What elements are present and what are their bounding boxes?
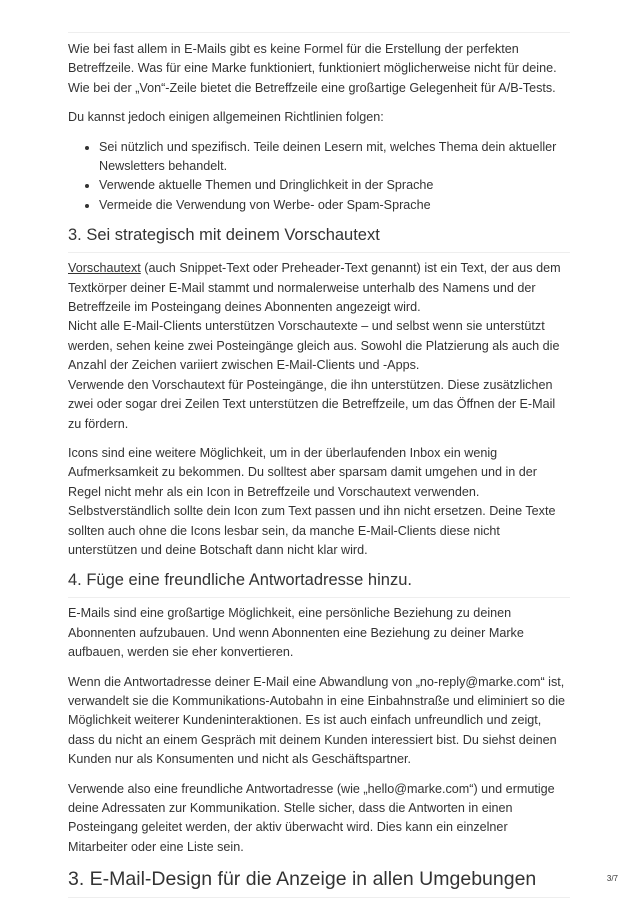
reply-paragraph-1: E-Mails sind eine großartige Möglichkeit, eine persönliche Beziehung zu deinen Abonnenten aufzubauen. Und wenn Abonnenten eine Beziehung zu deiner Marke aufbauen, werden sie eher konvertieren. bbox=[68, 606, 524, 660]
preview-text-line2: Nicht alle E-Mail-Clients unterstützen Vorschautexte – und selbst wenn sie unterstützt werden, sehen keine zwei Posteingänge gleich aus. Sowohl die Platzierung als auch die Anzahl der Zeichen variiert zwischen E-Mail-Clients und -Apps. bbox=[68, 319, 560, 373]
icons-paragraph: Icons sind eine weitere Möglichkeit, um in der überlaufenden Inbox ein wenig Aufmerksamkeit zu bekommen. Du solltest aber sparsam damit umgehen und in der Regel nicht mehr als ein Icon in Betreffzeile und Vorschautext verwenden. Selbstverständlich sollte dein Icon zum Text passen und ihn nicht ersetzen. Deine Texte sollten auch ohne die Icons lesbar sein, da manche E-Mail-Clients diese nicht unterstützen und deine Botschaft dann nicht klar wird. bbox=[68, 445, 556, 557]
preview-text-line3: Verwende den Vorschautext für Posteingänge, die ihn unterstützen. Diese zusätzlichen zwei oder sogar drei Zeilen Text unterstützen die Betreffzeile, um das Öffnen der E-Mail zu fördern. bbox=[68, 377, 556, 431]
section-heading-email-design: 3. E-Mail-Design für die Anzeige in allen Umgebungen bbox=[68, 867, 570, 898]
guidelines-list bbox=[68, 138, 570, 216]
preview-text-rest: (auch Snippet-Text oder Preheader-Text genannt) ist ein Text, der aus dem Textkörper deiner E-Mail stammt und normalerweise unterhalb des Namens und der Betreffzeile im Posteingang deines Abonnenten angezeigt wird. bbox=[68, 261, 561, 315]
intro-paragraph: Wie bei fast allem in E-Mails gibt es keine Formel für die Erstellung der perfekten Betreffzeile. Was für eine Marke funktioniert, funktioniert möglicherweise nicht für deine. Wie bei der „Von“-Zeile bietet die Betreffzeile eine großartige Gelegenheit für A/B-Tests. bbox=[68, 42, 557, 95]
list-item: • Sei nützlich und spezifisch. Teile deinen Lesern mit, welches Thema dein aktueller Newsletters behandelt. bbox=[99, 138, 570, 177]
section-heading-reply-address: 4. Füge eine freundliche Antwortadresse hinzu. bbox=[68, 570, 570, 598]
section-heading-preview-text: 3. Sei strategisch mit deinem Vorschautext bbox=[68, 225, 570, 253]
page-content bbox=[68, 40, 570, 898]
list-item: • Verwende aktuelle Themen und Dringlichkeit in der Sprache bbox=[99, 176, 570, 195]
preview-text-link[interactable]: Vorschautext bbox=[68, 261, 141, 276]
page-number: 3/7 bbox=[606, 874, 618, 883]
top-divider bbox=[68, 32, 570, 33]
preview-text-paragraph bbox=[68, 259, 570, 434]
reply-paragraph-3: Verwende also eine freundliche Antwortadresse (wie „hello@marke.com“) und ermutige deine Adressaten zur Kommunikation. Stelle sicher, dass die Antworten in einen Posteingang geleitet werden, der aktiv überwacht wird. Dies kann ein einzelner Mitarbeiter oder eine Liste sein. bbox=[68, 781, 555, 854]
guidelines-lead: Du kannst jedoch einigen allgemeinen Richtlinien folgen: bbox=[68, 110, 384, 125]
list-item: • Vermeide die Verwendung von Werbe- oder Spam-Sprache bbox=[99, 196, 570, 215]
reply-paragraph-2: Wenn die Antwortadresse deiner E-Mail eine Abwandlung von „no-reply@marke.com“ ist, verwandelt sie die Kommunikations-Autobahn in eine Einbahnstraße und eliminiert so die Möglichkeit weiterer Kundeninteraktionen. Es ist auch einfach unfreundlich und zeigt, dass du nicht an einem Gespräch mit deinem Kunden interessiert bist. Du siehst deinen Kunden nur als Konsumenten und nicht als Geschäftspartner. bbox=[68, 674, 566, 767]
